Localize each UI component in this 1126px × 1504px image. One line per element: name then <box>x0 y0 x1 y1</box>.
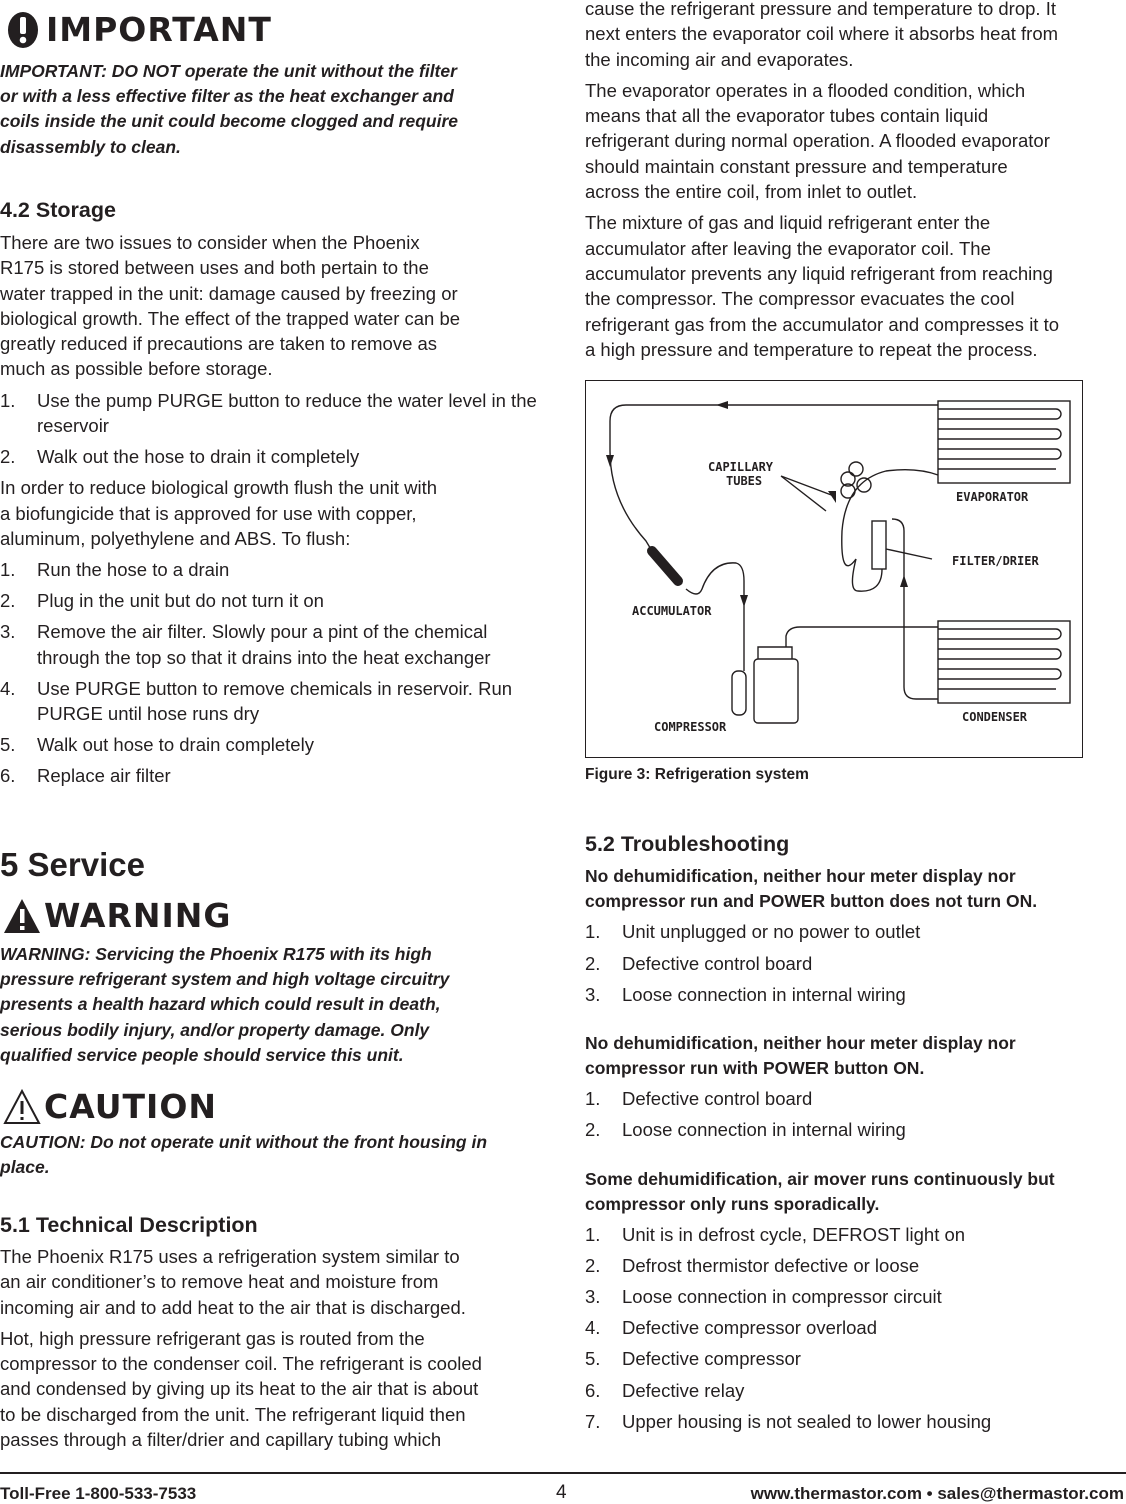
footer-contact: www.thermastor.com • sales@thermastor.com <box>750 1484 1124 1503</box>
page-number: 4 <box>556 1482 567 1503</box>
important-line: disassembly to clean. <box>0 136 181 157</box>
trouble-title: compressor only runs sporadically. <box>585 1193 880 1214</box>
figure-caption: Figure 3: Refrigeration system <box>585 766 809 783</box>
warning-line: serious bodily injury, and/or property damage. Only <box>0 1019 430 1040</box>
technical-line: across the entire coil, from inlet to outlet. <box>585 181 918 203</box>
important-line: coils inside the unit could become clogged and require <box>0 111 458 132</box>
storage-intro-line: biological growth. The effect of the trapped water can be <box>0 307 461 329</box>
flow-arrows <box>606 401 908 607</box>
technical-line: Hot, high pressure refrigerant gas is routed from the <box>0 1327 425 1349</box>
trouble-title: Some dehumidification, air mover runs continuously but <box>585 1168 1055 1189</box>
technical-line: compressor to the condenser coil. The refrigerant is cooled <box>0 1353 482 1375</box>
page-footer <box>0 1472 1126 1503</box>
technical-line: The evaporator operates in a flooded condition, which <box>585 79 1026 101</box>
list-item: 4. Defective compressor overload <box>585 1317 877 1339</box>
caution-notice <box>0 1130 545 1180</box>
technical-line: the incoming air and evaporates. <box>585 48 854 70</box>
warning-line: WARNING: Servicing the Phoenix R175 with its high <box>0 944 432 964</box>
storage-intro-line: greatly reduced if precautions are taken to remove as <box>0 333 438 355</box>
storage-steps <box>0 388 545 470</box>
diagram-label-accumulator: ACCUMULATOR <box>632 604 712 618</box>
caution-triangle-icon <box>2 1088 42 1126</box>
technical-line: the compressor. The compressor evacuates the cool <box>585 288 1015 310</box>
diagram-label-compressor: COMPRESSOR <box>654 720 727 734</box>
footer-phone: Toll-Free 1-800-533-7533 <box>0 1484 197 1503</box>
list-item: 5. Walk out hose to drain completely <box>0 734 314 756</box>
storage-intro-line: much as possible before storage. <box>0 358 273 380</box>
list-item: 4. Use PURGE button to remove chemicals in reservoir. Run PURGE until hose runs dry <box>0 677 513 725</box>
technical-line: The Phoenix R175 uses a refrigeration system similar to <box>0 1246 460 1267</box>
list-item: 2. Defective control board <box>585 952 813 974</box>
list-item: 1. Run the hose to a drain <box>0 559 230 581</box>
caution-sign-label: CAUTION <box>44 1087 217 1126</box>
caution-sign <box>2 1087 217 1126</box>
flush-line: In order to reduce biological growth flush the unit with <box>0 477 438 499</box>
technical-line: refrigerant gas from the accumulator and compresses it to <box>585 313 1060 335</box>
important-notice <box>0 59 545 160</box>
list-item: 7. Upper housing is not sealed to lower housing <box>585 1410 992 1432</box>
list-item: 1. Use the pump PURGE button to reduce the water level in the reservoir <box>0 389 537 437</box>
warning-triangle-icon <box>2 897 42 935</box>
trouble-title: compressor run with POWER button ON. <box>585 1058 925 1079</box>
technical-line: accumulator prevents any liquid refrigerant from reaching <box>585 262 1053 284</box>
condenser-coil <box>938 621 1070 703</box>
list-item: 2. Defrost thermistor defective or loose <box>585 1255 920 1277</box>
troubleshooting-section <box>585 864 1125 1440</box>
technical-line: passes through a filter/drier and capillary tubing which <box>0 1429 442 1451</box>
technical-line: should maintain constant pressure and temperature <box>585 155 1008 177</box>
exclamation-circle-icon <box>4 11 42 49</box>
evaporator-coil <box>938 401 1070 483</box>
technical-line: incoming air and to add heat to the air that is discharged. <box>0 1296 466 1318</box>
list-item: 3. Remove the air filter. Slowly pour a pint of the chemical through the top so that it drains into the heat exchanger <box>0 621 491 668</box>
list-item: 1. Unit is in defrost cycle, DEFROST light on <box>585 1224 966 1246</box>
warning-line: pressure refrigerant system and high voltage circuitry <box>0 969 450 990</box>
important-sign <box>4 10 272 49</box>
technical-line: cause the refrigerant pressure and temperature to drop. It <box>585 0 1056 19</box>
list-item: 1. Defective control board <box>585 1088 813 1110</box>
trouble-group <box>585 1031 1125 1143</box>
technical-line: an air conditioner’s to remove heat and moisture from <box>0 1271 439 1293</box>
technical-section <box>0 1244 545 1452</box>
technical-continued <box>585 0 1125 362</box>
refrigeration-diagram-drawing <box>586 381 1082 757</box>
list-item: 2. Plug in the unit but do not turn it on <box>0 590 324 612</box>
storage-heading: 4.2 Storage <box>0 198 116 222</box>
trouble-group <box>585 864 1125 1007</box>
caution-line: CAUTION: Do not operate unit without the front housing in <box>0 1132 488 1152</box>
diagram-label-evaporator: EVAPORATOR <box>956 490 1029 504</box>
diagram-label-condenser: CONDENSER <box>962 710 1028 724</box>
list-item: 3. Loose connection in compressor circuit <box>585 1286 942 1308</box>
technical-heading: 5.1 Technical Description <box>0 1213 258 1237</box>
technical-line: to be discharged from the unit. The refrigerant liquid then <box>0 1403 466 1425</box>
storage-intro-line: R175 is stored between uses and both pertain to the <box>0 257 429 279</box>
technical-line: next enters the evaporator coil where it absorbs heat from <box>585 23 1059 45</box>
warning-notice <box>0 942 545 1068</box>
important-sign-label: IMPORTANT <box>46 10 272 49</box>
warning-sign <box>2 896 231 935</box>
list-item: 2. Walk out the hose to drain it completely <box>0 446 360 468</box>
trouble-group <box>585 1167 1125 1434</box>
list-item: 2. Loose connection in internal wiring <box>585 1119 906 1141</box>
storage-intro-line: There are two issues to consider when the Phoenix <box>0 232 420 253</box>
storage-intro-line: water trapped in the unit: damage caused by freezing or <box>0 282 458 304</box>
storage-section <box>0 230 545 794</box>
list-item: 6. Replace air filter <box>0 765 171 787</box>
important-line: IMPORTANT: DO NOT operate the unit without the filter <box>0 61 457 81</box>
service-heading: 5 Service <box>0 846 145 883</box>
list-item: 6. Defective relay <box>585 1379 745 1401</box>
warning-line: qualified service people should service this unit. <box>0 1044 404 1065</box>
flush-line: aluminum, polyethylene and ABS. To flush: <box>0 527 351 549</box>
flush-line: a biofungicide that is approved for use with copper, <box>0 502 417 524</box>
list-item: 3. Loose connection in internal wiring <box>585 983 906 1005</box>
compressor-shape <box>732 647 798 723</box>
technical-line: refrigerant during normal operation. A flooded evaporator <box>585 130 1050 152</box>
diagram-label-tubes: TUBES <box>726 474 763 488</box>
warning-line: presents a health hazard which could result in death, <box>0 994 441 1015</box>
warning-sign-label: WARNING <box>44 896 232 935</box>
diagram-label-filter: FILTER/DRIER <box>952 554 1039 568</box>
important-line: or with a less effective filter as the heat exchanger and <box>0 86 454 107</box>
diagram-label-capillary: CAPILLARY <box>708 460 774 474</box>
technical-line: accumulator after leaving the evaporator coil. The <box>585 237 991 259</box>
list-item: 5. Defective compressor <box>585 1348 801 1370</box>
list-item: 1. Unit unplugged or no power to outlet <box>585 921 921 943</box>
technical-line: The mixture of gas and liquid refrigerant enter the <box>585 212 991 234</box>
technical-line: means that all the evaporator tubes contain liquid <box>585 105 989 127</box>
caution-line: place. <box>0 1157 50 1178</box>
trouble-title: No dehumidification, neither hour meter display nor <box>585 1032 1016 1053</box>
troubleshooting-heading: 5.2 Troubleshooting <box>585 832 790 856</box>
technical-line: a high pressure and temperature to repeat the process. <box>585 338 1038 360</box>
technical-line: and condensed by giving up its heat to the air that is about <box>0 1378 479 1400</box>
trouble-title: compressor run and POWER button does not turn ON. <box>585 891 1038 912</box>
trouble-title: No dehumidification, neither hour meter display nor <box>585 866 1016 886</box>
flush-steps <box>0 557 545 788</box>
refrigeration-diagram <box>585 380 1083 758</box>
